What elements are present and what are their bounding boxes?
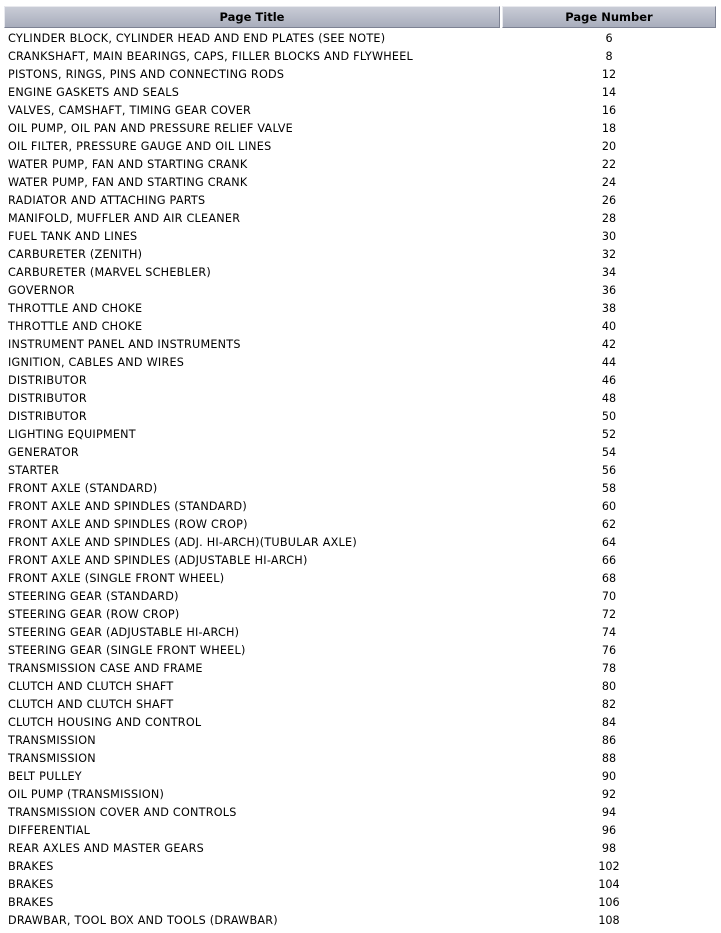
page-number-cell: 68 <box>601 571 617 585</box>
page-number-cell: 32 <box>601 247 617 261</box>
page-number-cell: 106 <box>598 895 620 909</box>
page-title-cell: OIL PUMP (TRANSMISSION) <box>8 787 165 801</box>
page-title-cell: VALVES, CAMSHAFT, TIMING GEAR COVER <box>8 103 252 117</box>
page-number-cell: 44 <box>601 355 617 369</box>
page-title-cell: IGNITION, CABLES AND WIRES <box>8 355 185 369</box>
table-row[interactable] <box>4 749 716 767</box>
header-row <box>4 6 716 28</box>
page-number-cell: 22 <box>601 157 617 171</box>
page-number-cell: 86 <box>601 733 617 747</box>
page-number-cell: 84 <box>601 715 617 729</box>
table-row[interactable] <box>4 839 716 857</box>
table-row[interactable] <box>4 551 716 569</box>
table-row[interactable] <box>4 821 716 839</box>
page-number-cell: 64 <box>601 535 617 549</box>
page-number-cell: 48 <box>601 391 617 405</box>
table-row[interactable] <box>4 335 716 353</box>
table-row[interactable] <box>4 587 716 605</box>
table-row[interactable] <box>4 119 716 137</box>
page-title-cell: BRAKES <box>8 859 54 873</box>
page-title-cell: STEERING GEAR (SINGLE FRONT WHEEL) <box>8 643 246 657</box>
page-title-cell: WATER PUMP, FAN AND STARTING CRANK <box>8 175 248 189</box>
table-row[interactable] <box>4 443 716 461</box>
page-number-cell: 70 <box>601 589 617 603</box>
table-row[interactable] <box>4 299 716 317</box>
page-title-cell: FRONT AXLE AND SPINDLES (ROW CROP) <box>8 517 248 531</box>
page-number-cell: 28 <box>601 211 617 225</box>
parts-index-table <box>2 6 718 929</box>
page-title-cell: STARTER <box>8 463 60 477</box>
page-number-cell: 72 <box>601 607 617 621</box>
page-title-cell: ENGINE GASKETS AND SEALS <box>8 85 180 99</box>
page-title-cell: DISTRIBUTOR <box>8 373 87 387</box>
table-row[interactable] <box>4 425 716 443</box>
table-row[interactable] <box>4 911 716 929</box>
page-number-cell: 46 <box>601 373 617 387</box>
page-title-cell: DISTRIBUTOR <box>8 391 87 405</box>
page-title-cell: STEERING GEAR (STANDARD) <box>8 589 179 603</box>
page-title-cell: GENERATOR <box>8 445 79 459</box>
table-row[interactable] <box>4 875 716 893</box>
page-number-cell: 104 <box>598 877 620 891</box>
page-number-cell: 94 <box>601 805 617 819</box>
table-header <box>4 6 716 28</box>
page-number-cell: 30 <box>601 229 617 243</box>
table-row[interactable] <box>4 83 716 101</box>
page-number-cell: 102 <box>598 859 620 873</box>
page-number-cell: 80 <box>601 679 617 693</box>
page-title-cell: WATER PUMP, FAN AND STARTING CRANK <box>8 157 248 171</box>
table-row[interactable] <box>4 173 716 191</box>
table-row[interactable] <box>4 569 716 587</box>
page-title-cell: STEERING GEAR (ROW CROP) <box>8 607 180 621</box>
table-row[interactable] <box>4 677 716 695</box>
page-number-cell: 98 <box>601 841 617 855</box>
page-title-cell: FRONT AXLE AND SPINDLES (ADJUSTABLE HI-ARCH) <box>8 553 308 567</box>
table-row[interactable] <box>4 641 716 659</box>
page-number-cell: 88 <box>601 751 617 765</box>
page-number-cell: 14 <box>601 85 617 99</box>
table-row[interactable] <box>4 893 716 911</box>
page-title-cell: TRANSMISSION <box>8 751 96 765</box>
page-title-cell: BRAKES <box>8 895 54 909</box>
table-row[interactable] <box>4 65 716 83</box>
table-row[interactable] <box>4 515 716 533</box>
table-row[interactable] <box>4 28 716 47</box>
page-number-cell: 18 <box>601 121 617 135</box>
table-row[interactable] <box>4 479 716 497</box>
page-number-cell: 76 <box>601 643 617 657</box>
page-title-cell: FRONT AXLE AND SPINDLES (STANDARD) <box>8 499 248 513</box>
table-row[interactable] <box>4 497 716 515</box>
page-number-cell: 50 <box>601 409 617 423</box>
table-row[interactable] <box>4 227 716 245</box>
table-row[interactable] <box>4 803 716 821</box>
table-row[interactable] <box>4 857 716 875</box>
page-title-cell: CLUTCH HOUSING AND CONTROL <box>8 715 202 729</box>
page-number-cell: 60 <box>601 499 617 513</box>
page-title-cell: FRONT AXLE (SINGLE FRONT WHEEL) <box>8 571 225 585</box>
page-title-cell: THROTTLE AND CHOKE <box>8 319 143 333</box>
page-title-cell: MANIFOLD, MUFFLER AND AIR CLEANER <box>8 211 241 225</box>
table-row[interactable] <box>4 353 716 371</box>
page-number-cell: 92 <box>601 787 617 801</box>
table-body <box>4 28 716 929</box>
page-title-cell: OIL PUMP, OIL PAN AND PRESSURE RELIEF VALVE <box>8 121 293 135</box>
page-title-cell: TRANSMISSION COVER AND CONTROLS <box>8 805 237 819</box>
page-number-cell: 20 <box>601 139 617 153</box>
page-number-cell: 74 <box>601 625 617 639</box>
table-row[interactable] <box>4 317 716 335</box>
page-title-column-header[interactable]: Page Title <box>4 6 500 28</box>
page-number-cell: 12 <box>601 67 617 81</box>
page-title-cell: FRONT AXLE AND SPINDLES (ADJ. HI-ARCH)(TUBULAR AXLE) <box>8 535 357 549</box>
page-title-cell: CARBURETER (ZENITH) <box>8 247 143 261</box>
table-row[interactable] <box>4 605 716 623</box>
table-row[interactable] <box>4 623 716 641</box>
page-number-column-header[interactable]: Page Number <box>502 6 716 28</box>
page-title-cell: CARBURETER (MARVEL SCHEBLER) <box>8 265 212 279</box>
page-number-cell: 6 <box>605 31 613 45</box>
page-number-cell: 52 <box>601 427 617 441</box>
page-number-cell: 78 <box>601 661 617 675</box>
page-title-cell: CLUTCH AND CLUTCH SHAFT <box>8 679 174 693</box>
table-row[interactable] <box>4 407 716 425</box>
page-number-cell: 38 <box>601 301 617 315</box>
page-number-cell: 82 <box>601 697 617 711</box>
page-number-cell: 26 <box>601 193 617 207</box>
page-title-cell: RADIATOR AND ATTACHING PARTS <box>8 193 206 207</box>
table-row[interactable] <box>4 191 716 209</box>
page-title-cell: CYLINDER BLOCK, CYLINDER HEAD AND END PLATES (SEE NOTE) <box>8 31 386 45</box>
table-row[interactable] <box>4 263 716 281</box>
page-title-cell: PISTONS, RINGS, PINS AND CONNECTING RODS <box>8 67 285 81</box>
page-title-cell: THROTTLE AND CHOKE <box>8 301 143 315</box>
table-row[interactable] <box>4 695 716 713</box>
page-number-cell: 90 <box>601 769 617 783</box>
page-title-cell: BRAKES <box>8 877 54 891</box>
page-title-cell: REAR AXLES AND MASTER GEARS <box>8 841 204 855</box>
table-row[interactable] <box>4 281 716 299</box>
page-title-cell: DRAWBAR, TOOL BOX AND TOOLS (DRAWBAR) <box>8 913 278 927</box>
page-number-cell: 66 <box>601 553 617 567</box>
page-title-cell: FUEL TANK AND LINES <box>8 229 138 243</box>
page-number-cell: 36 <box>601 283 617 297</box>
table-row[interactable] <box>4 659 716 677</box>
table-row[interactable] <box>4 155 716 173</box>
page-number-cell: 16 <box>601 103 617 117</box>
page-title-cell: STEERING GEAR (ADJUSTABLE HI-ARCH) <box>8 625 240 639</box>
page-number-cell: 24 <box>601 175 617 189</box>
page-number-cell: 34 <box>601 265 617 279</box>
table-row[interactable] <box>4 461 716 479</box>
page-number-cell: 56 <box>601 463 617 477</box>
page-title-cell: CLUTCH AND CLUTCH SHAFT <box>8 697 174 711</box>
page-title-cell: FRONT AXLE (STANDARD) <box>8 481 158 495</box>
page-title-cell: TRANSMISSION CASE AND FRAME <box>8 661 203 675</box>
table-row[interactable] <box>4 785 716 803</box>
table-row[interactable] <box>4 713 716 731</box>
page-number-cell: 58 <box>601 481 617 495</box>
table-row[interactable] <box>4 371 716 389</box>
page-title-cell: BELT PULLEY <box>8 769 82 783</box>
page-number-cell: 40 <box>601 319 617 333</box>
page-title-cell: LIGHTING EQUIPMENT <box>8 427 136 441</box>
table-row[interactable] <box>4 533 716 551</box>
page-number-cell: 54 <box>601 445 617 459</box>
page-title-cell: GOVERNOR <box>8 283 75 297</box>
page-number-cell: 42 <box>601 337 617 351</box>
table-row[interactable] <box>4 47 716 65</box>
page-title-cell: OIL FILTER, PRESSURE GAUGE AND OIL LINES <box>8 139 272 153</box>
page-number-cell: 8 <box>605 49 613 63</box>
page-number-cell: 108 <box>598 913 620 927</box>
page-title-cell: INSTRUMENT PANEL AND INSTRUMENTS <box>8 337 241 351</box>
table-row[interactable] <box>4 389 716 407</box>
table-row[interactable] <box>4 137 716 155</box>
page-number-cell: 62 <box>601 517 617 531</box>
table-row[interactable] <box>4 767 716 785</box>
table-row[interactable] <box>4 731 716 749</box>
page-title-cell: DIFFERENTIAL <box>8 823 91 837</box>
table-row[interactable] <box>4 209 716 227</box>
page-title-cell: CRANKSHAFT, MAIN BEARINGS, CAPS, FILLER BLOCKS AND FLYWHEEL <box>8 49 414 63</box>
page-title-cell: DISTRIBUTOR <box>8 409 87 423</box>
page-number-cell: 96 <box>601 823 617 837</box>
table-row[interactable] <box>4 101 716 119</box>
page-title-cell: TRANSMISSION <box>8 733 96 747</box>
table-row[interactable] <box>4 245 716 263</box>
